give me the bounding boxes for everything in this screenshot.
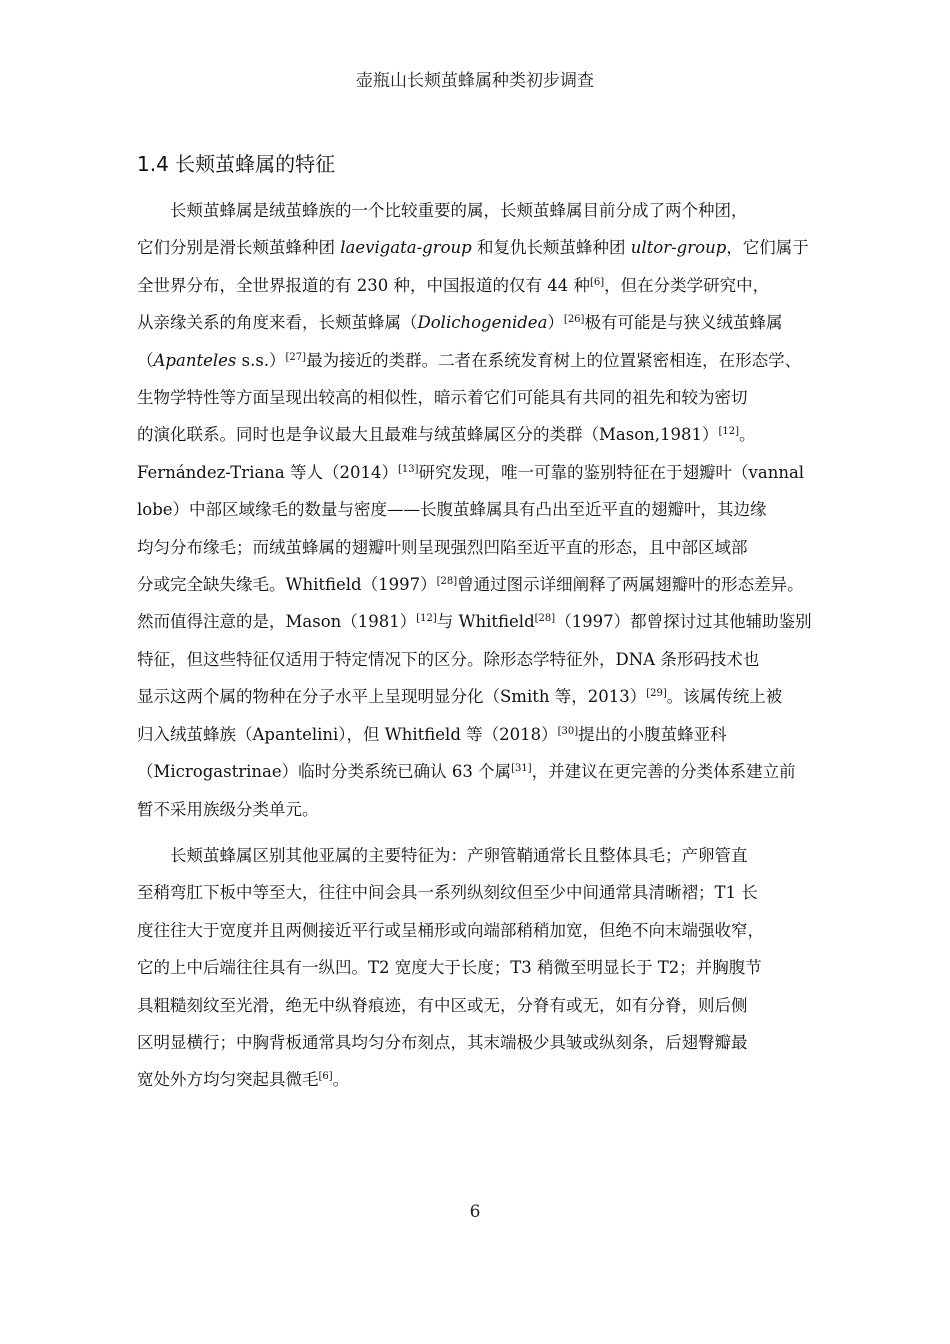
species-group-name: ultor-group	[630, 238, 727, 258]
p1-line-8: Fernández-Triana 等人（2014）[13]研究发现，唯一可靠的鉴别特征在于翅瓣叶（vannal	[137, 462, 805, 482]
p1-line-12: 然而值得注意的是，Mason（1981）[12]与 Whitfield[28]（1997）都曾探讨过其他辅助鉴别	[137, 612, 812, 632]
citation: [6]	[318, 1071, 333, 1083]
section-heading: 1.4 长颊茧蜂属的特征	[137, 152, 336, 176]
p1-line-13: 特征，但这些特征仅适用于特定情况下的区分。除形态学特征外，DNA 条形码技术也	[137, 649, 760, 669]
citation: [28]	[436, 576, 458, 588]
p2-line-6: 区明显横行；中胸背板通常具均匀分布刻点，其末端极少具皱或纵刻条，后翅臀瓣最	[137, 1033, 748, 1053]
citation: [6]	[589, 276, 605, 288]
p1-line-11: 分或完全缺失缘毛。Whitfield（1997）[28]曾通过图示详细阐释了两属翅瓣叶的形态差异。	[137, 575, 804, 595]
running-header: 壶瓶山长颊茧蜂属种类初步调查	[356, 71, 594, 91]
paragraph-1	[137, 192, 859, 828]
citation: [13]	[398, 463, 419, 475]
genus-name: Dolichogenidea	[417, 313, 548, 333]
p1-line-10: 均匀分布缘毛；而绒茧蜂属的翅瓣叶则呈现强烈凹陷至近平直的形态，且中部区域部	[137, 537, 748, 557]
p2-line-5: 具粗糙刻纹至光滑，绝无中纵脊痕迹，有中区或无，分脊有或无，如有分脊，则后侧	[137, 995, 748, 1015]
p1-line-7: 的演化联系。同时也是争议最大且最难与绒茧蜂属区分的类群（Mason,1981）[12]。	[137, 425, 756, 445]
citation: [26]	[563, 314, 585, 326]
p1-line-1: 长颊茧蜂属是绒茧蜂族的一个比较重要的属，长颊茧蜂属目前分成了两个种团，	[170, 201, 748, 220]
p1-line-15: 归入绒茧蜂族（Apantelini），但 Whitfield 等（2018）[30]提出的小腹茧蜂亚科	[137, 724, 727, 744]
citation: [28]	[534, 613, 556, 625]
p1-line-17: 暂不采用族级分类单元。	[137, 799, 319, 819]
p2-line-7: 宽处外方均匀突起具微毛[6]。	[137, 1070, 350, 1090]
species-group-name: laevigata-group	[340, 238, 472, 258]
page-number: 6	[469, 1202, 481, 1222]
paragraph-2	[137, 837, 859, 1099]
p1-line-14: 显示这两个属的物种在分子水平上呈现明显分化（Smith 等，2013）[29]。该属传统上被	[137, 687, 783, 707]
p1-line-4: 从亲缘关系的角度来看，长颊茧蜂属（Dolichogenidea）[26]极有可能是与狭义绒茧蜂属	[137, 313, 783, 333]
citation: [27]	[285, 351, 307, 363]
citation: [29]	[646, 688, 667, 700]
p2-line-3: 度往往大于宽度并且两侧接近平行或呈桶形或向端部稍稍加宽，但绝不向末端强收窄，	[137, 920, 764, 940]
p1-line-2: 它们分别是滑长颊茧蜂种团 laevigata-group 和复仇长颊茧蜂种团 ultor-group，它们属于	[137, 238, 809, 258]
p1-line-3: 全世界分布，全世界报道的有 230 种，中国报道的仅有 44 种[6]，但在分类学研究中，	[137, 275, 770, 295]
citation: [12]	[718, 426, 740, 438]
p1-line-6: 生物学特性等方面呈现出较高的相似性，暗示着它们可能具有共同的祖先和较为密切	[137, 388, 748, 408]
p2-line-2: 至稍弯肛下板中等至大，往往中间会具一系列纵刻纹但至少中间通常具清晰褶；T1 长	[137, 883, 758, 903]
citation: [31]	[511, 763, 532, 775]
citation: [30]	[557, 725, 579, 737]
p1-line-5: （Apanteles s.s.）[27]最为接近的类群。二者在系统发育树上的位置紧密相连，在形态学、	[137, 350, 802, 370]
p1-line-16: （Microgastrinae）临时分类系统已确认 63 个属[31]，并建议在更完善的分类体系建立前	[137, 762, 796, 782]
genus-name: Apanteles	[153, 350, 237, 370]
p2-line-1: 长颊茧蜂属区别其他亚属的主要特征为：产卵管鞘通常长且整体具毛；产卵管直	[170, 846, 748, 865]
citation: [12]	[416, 613, 437, 625]
p2-line-4: 它的上中后端往往具有一纵凹。T2 宽度大于长度；T3 稍微至明显长于 T2；并胸腹节	[137, 958, 762, 978]
p1-line-9: lobe）中部区域缘毛的数量与密度——长腹茧蜂属具有凸出至近平直的翅瓣叶，其边缘	[137, 500, 767, 520]
